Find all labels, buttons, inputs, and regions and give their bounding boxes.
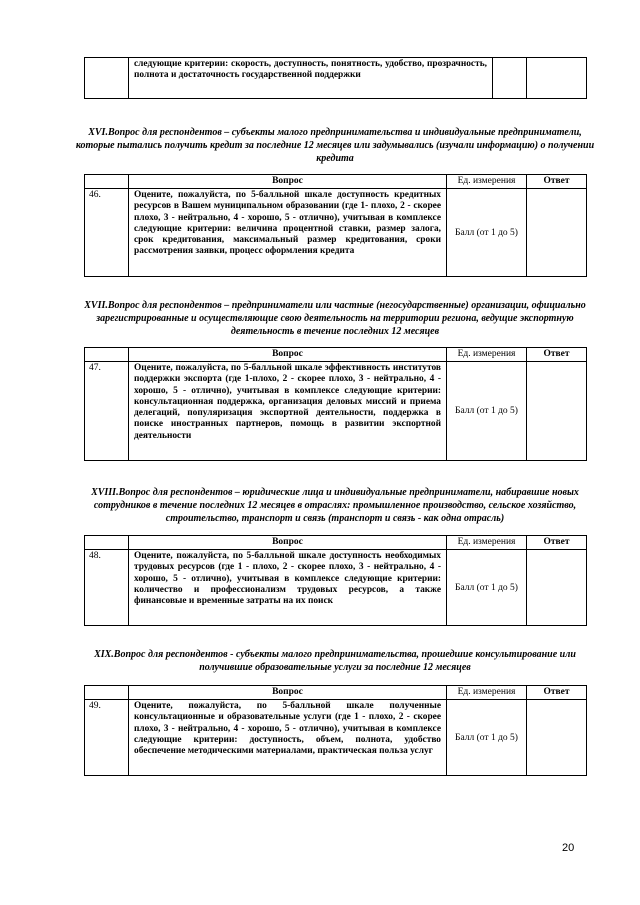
table-row (85, 550, 587, 626)
header-question: Вопрос (129, 175, 447, 189)
question-table (84, 535, 586, 626)
table-row (85, 700, 587, 776)
header-number (85, 686, 129, 700)
question-table (84, 685, 586, 776)
table-row (85, 189, 587, 277)
table-header-row (85, 348, 587, 362)
question-cell: следующие критерии: скорость, доступность, понятность, удобство, прозрачность, полнота и достаточность государственной поддержки (129, 58, 493, 99)
answer-field[interactable] (527, 362, 587, 461)
header-answer: Ответ (527, 175, 587, 189)
continuation-table (84, 57, 586, 99)
unit-cell (493, 58, 527, 99)
section-heading: XVI.Вопрос для респондентов – субъекты малого предпринимательства и индивидуальные предприниматели, которые пытались получить кредит за последние 12 месяцев или задумывались (изучали информацию) о получении кредита (75, 127, 595, 164)
table-header-row (85, 536, 587, 550)
answer-cell (527, 58, 587, 99)
table-row (85, 58, 587, 99)
question-number: 48. (85, 550, 129, 626)
answer-field[interactable] (527, 550, 587, 626)
header-question: Вопрос (129, 536, 447, 550)
unit-text: Балл (от 1 до 5) (447, 550, 527, 626)
question-table (84, 174, 586, 277)
page-number: 20 (562, 842, 575, 854)
header-unit: Ед. измерения (447, 686, 527, 700)
unit-text: Балл (от 1 до 5) (447, 189, 527, 277)
answer-field[interactable] (527, 189, 587, 277)
header-number (85, 536, 129, 550)
unit-text: Балл (от 1 до 5) (447, 700, 527, 776)
number-cell (85, 58, 129, 99)
unit-text: Балл (от 1 до 5) (447, 362, 527, 461)
header-number (85, 348, 129, 362)
header-answer: Ответ (527, 686, 587, 700)
header-answer: Ответ (527, 348, 587, 362)
table-row (85, 362, 587, 461)
question-number: 47. (85, 362, 129, 461)
section-heading: XVII.Вопрос для респондентов – предприниматели или частные (негосударственные) организации, официально зарегистрированные и осуществляющие свою деятельность на территории региона, ведущие экспортную деятельность в течение последних 12 месяцев (84, 300, 586, 337)
header-unit: Ед. измерения (447, 348, 527, 362)
question-text: Оцените, пожалуйста, по 5-балльной шкале доступность необходимых трудовых ресурсов (где 1 - плохо, 2 - скорее плохо, 3 - нейтрально, 4 - хорошо, 5 - отлично), учитывая в комплексе следующие критерии: количество и профессионализм трудовых ресурсов, а также финансовые и временные затраты на их поиск (129, 550, 447, 626)
section-heading: XVIII.Вопрос для респондентов – юридические лица и индивидуальные предприниматели, набиравшие новых сотрудников в течение последних 12 месяцев в отраслях: промышленное производство, сельское хозяйство, строительство, транспорт и связь (транспорт и связь - как одна отрасль) (91, 487, 579, 524)
answer-field[interactable] (527, 700, 587, 776)
question-text: Оцените, пожалуйста, по 5-балльной шкале полученные консультационные и образовательные услуги (где 1 - плохо, 2 - скорее плохо, 3 - нейтрально, 4 - хорошо, 5 - отлично), учитывая в комплексе следующие критерии: доступность, объем, полнота, удобство обеспечение методическими материалами, практическая польза услуг (129, 700, 447, 776)
section-heading: XIX.Вопрос для респондентов - субъекты малого предпринимательства, прошедшие консультирование или получившие образовательные услуги за последние 12 месяцев (94, 649, 576, 673)
table-header-row (85, 175, 587, 189)
question-number: 46. (85, 189, 129, 277)
table-header-row (85, 686, 587, 700)
question-text: Оцените, пожалуйста, по 5-балльной шкале доступность кредитных ресурсов в Вашем муниципальном образовании (где 1- плохо, 2 - скорее плохо, 3 - нейтрально, 4 - хорошо, 5 - отлично), учитывая в комплексе следующие критерии: величина процентной ставки, размер залога, срок кредитования, максимальный размер кредитования, сроки рассмотрения заявки, процесс оформления кредита (129, 189, 447, 277)
header-unit: Ед. измерения (447, 536, 527, 550)
header-answer: Ответ (527, 536, 587, 550)
question-text: Оцените, пожалуйста, по 5-балльной шкале эффективность институтов поддержки экспорта (где 1-плохо, 2 - скорее плохо, 3 - нейтрально, 4 - хорошо, 5 - отлично), учитывая в комплексе следующие критерии: консультационная поддержка, организация деловых миссий и приема делегаций, популяризация экспортной деятельности, поддержка в поиске иностранных партнеров, помощь в развитии экспортной деятельности (129, 362, 447, 461)
header-question: Вопрос (129, 348, 447, 362)
question-table (84, 347, 586, 461)
header-question: Вопрос (129, 686, 447, 700)
header-number (85, 175, 129, 189)
question-number: 49. (85, 700, 129, 776)
header-unit: Ед. измерения (447, 175, 527, 189)
